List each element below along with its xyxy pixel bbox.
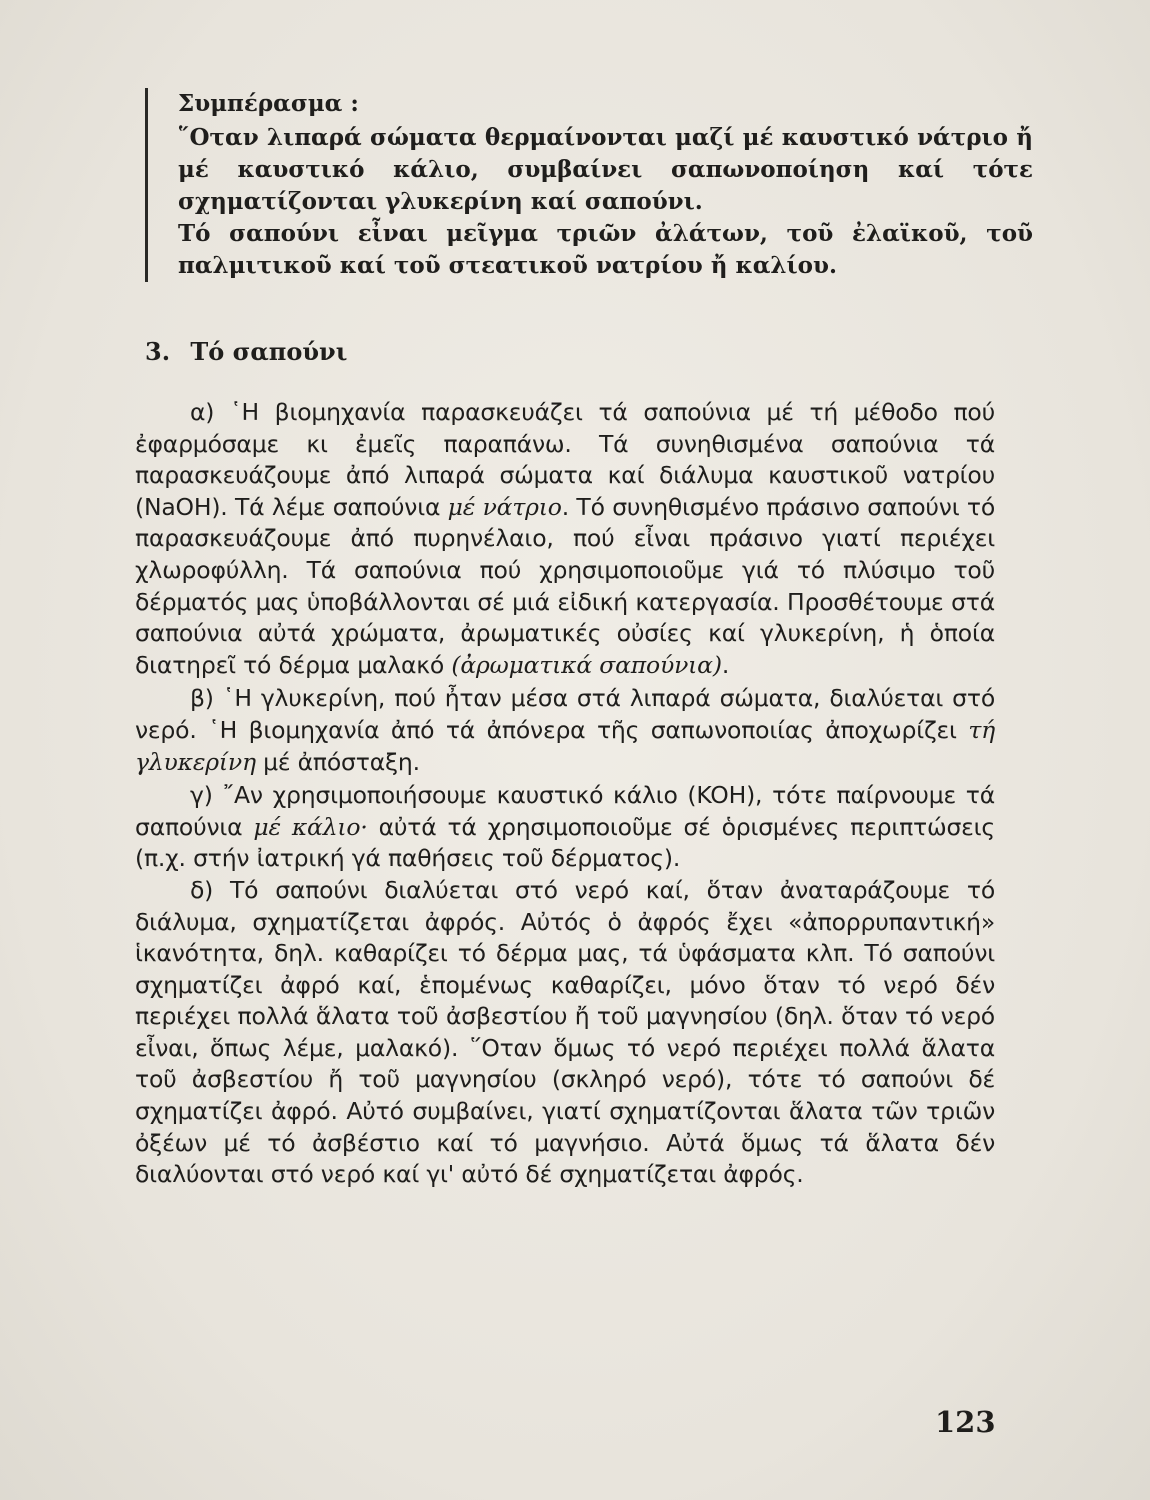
summary-paragraph-1: ῞Οταν λιπαρά σώματα θερμαίνονται μαζί μέ καυστικό νάτριο ἤ μέ καυστικό κάλιο, συμβαίνει σαπωνοποίηση καί τότε σχηματίζονται γλυκερίνη καί σαπούνι. [178,124,1033,215]
paragraph-g-italic: μέ κάλιο· [253,812,368,841]
paragraph-b [135,683,995,778]
paragraph-a-italic-2: (ἀρωματικά σαπούνια) [451,650,722,679]
paragraph-b-text-1: β) ῾Η γλυκερίνη, πού ἦταν μέσα στά λιπαρά σώματα, διαλύεται στό νερό. ῾Η βιομηχανία ἀπό τά ἀπόνερα τῆς σαπωνοποιίας ἀποχωρίζει [135,684,995,744]
paragraph-a [135,397,995,681]
paragraph-d: δ) Τό σαπούνι διαλύεται στό νερό καί, ὅταν ἀναταράζουμε τό διάλυμα, σχηματίζεται ἀφρός. Αὐτός ὁ ἀφρός ἔχει «ἀπορρυπαντική» ἱκανότητα, δηλ. καθαρίζει τό δέρμα μας, τά ὑφάσματα κλπ. Τό σαπούνι σχηματίζει ἀφρό καί, ἑπομένως καθαρίζει, μόνο ὅταν τό νερό δέν περιέχει πολλά ἅλατα τοῦ ἀσβεστίου ἤ τοῦ μαγνησίου (δηλ. ὅταν τό νερό εἶναι, ὅπως λέμε, μαλακό). ῞Οταν ὅμως τό νερό περιέχει πολλά ἅλατα τοῦ ἀσβεστίου ἤ τοῦ μαγνησίου (σκληρό νερό), τότε τό σαπούνι δέ σχηματίζει ἀφρό. Αὐτό συμβαίνει, γιατί σχηματίζονται ἅλατα τῶν τριῶν ὀξέων μέ τό ἀσβέστιο καί τό μαγνήσιο. Αὐτά ὅμως τά ἅλατα δέν διαλύονται στό νερό καί γι' αὐτό δέ σχηματίζεται ἀφρός. [135,875,995,1189]
summary-title: Συμπέρασμα : [178,90,359,117]
section-number: 3. [145,337,171,366]
section-heading [145,337,347,366]
paragraph-a-text-1: α) ῾Η βιομηχανία παρασκευάζει τά σαπούνια μέ τή μέθοδο πού ἐφαρμόσαμε κι ἐμεῖς παραπάνω. Τά συνηθισμένα σαπούνια τά παρασκευάζουμε ἀπό λιπαρά σώματα καί διάλυμα καυστικοῦ νατρίου (NaOH). Τά λέμε σαπούνια [135,398,995,521]
summary-box [145,88,1033,282]
section-title: Τό σαπούνι [190,337,348,366]
paragraph-g [135,780,995,875]
paragraph-a-text-2: . Τό συνηθισμένο πράσινο σαπούνι τό παρασκευάζουμε ἀπό πυρηνέλαιο, πού εἶναι πράσινο γιατί περιέχει χλωροφύλλη. Τά σαπούνια πού χρησιμοποιοῦμε γιά τό πλύσιμο τοῦ δέρματός μας ὑποβάλλονται σέ μιά εἰδική κατεργασία. Προσθέτουμε στά σαπούνια αὐτά χρώματα, ἀρωματικές οὐσίες καί γλυκερίνη, ἡ ὁποία διατηρεῖ τό δέρμα μαλακό [135,492,996,679]
paragraph-a-text-3: . [721,650,730,679]
page-number: 123 [935,1405,996,1439]
paragraph-b-italic: τή γλυκερίνη [135,715,995,776]
paragraph-a-italic-1: μέ νάτριο [447,492,562,521]
paragraph-g-text-2: αὐτά τά χρησιμοποιοῦμε σέ ὁρισμένες περιπτώσεις (π.χ. στήν ἰατρική γά παθήσεις τοῦ δέρματος). [135,812,995,873]
body-text [135,397,995,1191]
summary-paragraph-2: Τό σαπούνι εἶναι μεῖγμα τριῶν ἀλάτων, τοῦ ἐλαϊκοῦ, τοῦ παλμιτικοῦ καί τοῦ στεατικοῦ νατρίου ἤ καλίου. [178,220,1033,279]
paragraph-b-text-2: μέ ἀπόσταξη. [255,747,420,776]
paragraph-g-text-1: γ) ῎Αν χρησιμοποιήσουμε καυστικό κάλιο (KOH), τότε παίρνουμε τά σαπούνια [135,781,995,841]
